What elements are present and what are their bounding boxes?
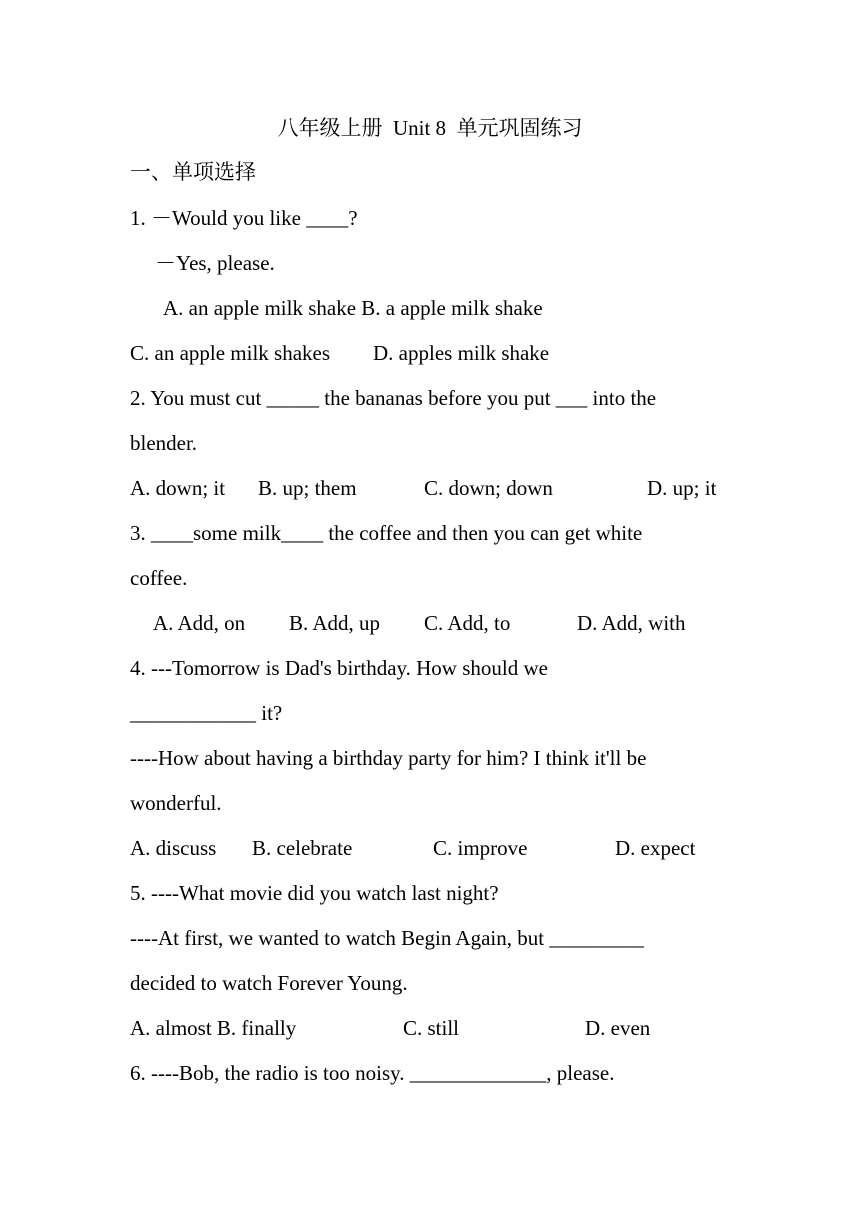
question-5-option-c: C. still [403,1016,460,1040]
question-3-option-b: B. Add, up [289,611,381,635]
page-title: 八年级上册 Unit 8 单元巩固练习 [277,116,583,140]
question-5-reply-cont: decided to watch Forever Young. [130,971,408,995]
section-heading: 一、单项选择 [130,160,256,184]
question-3-option-c: C. Add, to [424,611,511,635]
question-2-option-c: C. down; down [424,476,553,500]
question-4-option-a: A. discuss [130,836,217,860]
question-1-reply: －Yes, please. [155,251,275,275]
question-5-option-d: D. even [585,1016,651,1040]
question-1-stem: 1. －Would you like ____? [130,206,358,230]
question-1-option-d: D. apples milk shake [373,341,550,365]
question-2-stem-cont: blender. [130,431,198,455]
question-3-option-d: D. Add, with [577,611,686,635]
question-6-stem: 6. ----Bob, the radio is too noisy. _____________, please. [130,1061,615,1085]
question-1-option-c: C. an apple milk shakes [130,341,331,365]
question-4-option-d: D. expect [615,836,696,860]
question-5-stem: 5. ----What movie did you watch last night? [130,881,499,905]
question-4-option-b: B. celebrate [252,836,353,860]
question-2-option-a: A. down; it [130,476,226,500]
question-4-reply: ----How about having a birthday party for him? I think it'll be [130,746,647,770]
question-1-options-ab: A. an apple milk shake B. a apple milk shake [163,296,543,320]
question-3-stem-cont: coffee. [130,566,188,590]
question-2-option-d: D. up; it [647,476,717,500]
question-5-options-ab: A. almost B. finally [130,1016,297,1040]
question-2-stem: 2. You must cut _____ the bananas before you put ___ into the [130,386,657,410]
question-3-stem: 3. ____some milk____ the coffee and then you can get white [130,521,643,545]
question-2-option-b: B. up; them [258,476,357,500]
question-5-reply: ----At first, we wanted to watch Begin Again, but _________ [130,926,644,950]
question-4-stem-cont: ____________ it? [130,701,283,725]
question-4-reply-cont: wonderful. [130,791,222,815]
question-4-option-c: C. improve [433,836,528,860]
question-4-stem: 4. ---Tomorrow is Dad's birthday. How should we [130,656,548,680]
question-3-option-a: A. Add, on [153,611,246,635]
